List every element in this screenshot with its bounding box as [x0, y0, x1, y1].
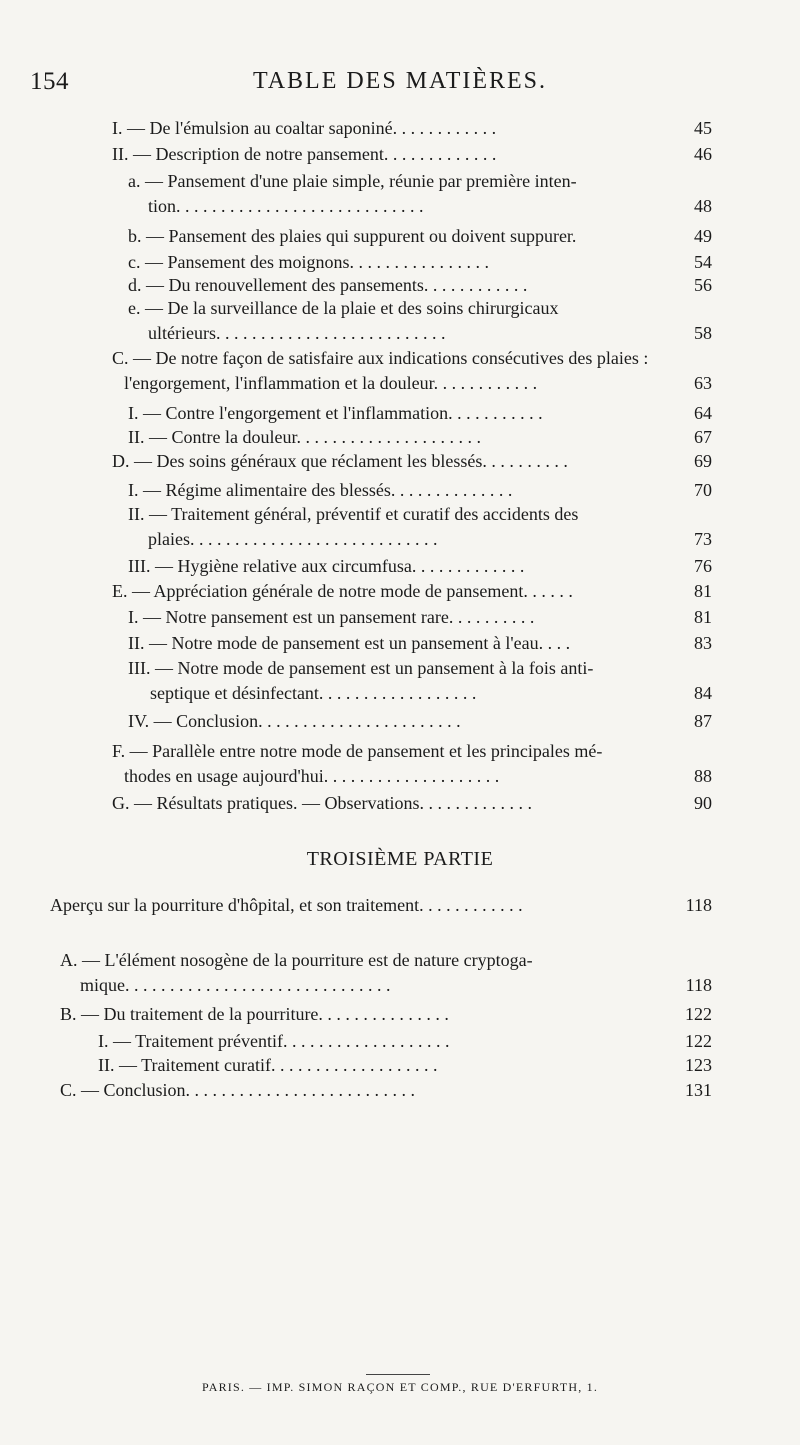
- toc-page-number: 73: [694, 529, 712, 549]
- toc-page-number: 88: [694, 766, 712, 786]
- toc-entry-line: a. — Pansement d'une plaie simple, réunie par première inten-: [128, 171, 577, 191]
- toc-entry-line: II. — Contre la douleur. . . . . . . . . . . . . . . . . . . . .: [128, 427, 481, 447]
- toc-page-number: 76: [694, 556, 712, 576]
- toc-page-number: 49: [694, 226, 712, 246]
- toc-entry-line: C. — Conclusion. . . . . . . . . . . . . . . . . . . . . . . . . .: [60, 1080, 416, 1100]
- toc-entry-line: E. — Appréciation générale de notre mode de pansement. . . . . .: [112, 581, 573, 601]
- toc-page-number: 54: [694, 252, 712, 272]
- toc-entry-line: C. — De notre façon de satisfaire aux indications consécutives des plaies :: [112, 348, 649, 368]
- footer-rule: [366, 1374, 430, 1375]
- toc-entry-line: b. — Pansement des plaies qui suppurent ou doivent suppurer.: [128, 226, 577, 246]
- toc-page-number: 123: [685, 1055, 712, 1075]
- toc-page-number: 45: [694, 118, 712, 138]
- toc-entry-line: ultérieurs. . . . . . . . . . . . . . . . . . . . . . . . . .: [148, 323, 446, 343]
- toc-page-number: 48: [694, 196, 712, 216]
- table-of-contents: [0, 118, 800, 838]
- toc-entry-line: I. — Traitement préventif. . . . . . . . . . . . . . . . . . .: [98, 1031, 450, 1051]
- toc-entry-line: II. — Notre mode de pansement est un pansement à l'eau. . . .: [128, 633, 571, 653]
- toc-page-number: 67: [694, 427, 712, 447]
- toc-page-number: 122: [685, 1031, 712, 1051]
- toc-entry-line: II. — Traitement général, préventif et curatif des accidents des: [128, 504, 579, 524]
- toc-page-number: 84: [694, 683, 712, 703]
- toc-page-number: 131: [685, 1080, 712, 1100]
- toc-entry-line: d. — Du renouvellement des pansements. . . . . . . . . . . .: [128, 275, 528, 295]
- toc-entry-line: thodes en usage aujourd'hui. . . . . . . . . . . . . . . . . . . .: [124, 766, 500, 786]
- toc-entry-line: IV. — Conclusion. . . . . . . . . . . . . . . . . . . . . . .: [128, 711, 461, 731]
- toc-entry-line: mique. . . . . . . . . . . . . . . . . . . . . . . . . . . . . .: [80, 975, 391, 995]
- toc-page-number: 81: [694, 581, 712, 601]
- toc-entry-line: I. — Notre pansement est un pansement rare. . . . . . . . . .: [128, 607, 535, 627]
- toc-entry-line: tion. . . . . . . . . . . . . . . . . . . . . . . . . . . .: [148, 196, 424, 216]
- toc-page-number: 56: [694, 275, 712, 295]
- toc-page-number: 90: [694, 793, 712, 813]
- toc-page-number: 46: [694, 144, 712, 164]
- toc-entry-line: F. — Parallèle entre notre mode de pansement et les principales mé-: [112, 741, 603, 761]
- toc-page-number: 64: [694, 403, 712, 423]
- toc-page-number: 63: [694, 373, 712, 393]
- toc-entry-line: G. — Résultats pratiques. — Observations. . . . . . . . . . . . .: [112, 793, 532, 813]
- toc-page-number: 70: [694, 480, 712, 500]
- toc-entry-line: II. — Traitement curatif. . . . . . . . . . . . . . . . . . .: [98, 1055, 438, 1075]
- part-three-title: TROISIÈME PARTIE: [306, 848, 494, 870]
- toc-entry-line: I. — De l'émulsion au coaltar saponiné. . . . . . . . . . . .: [112, 118, 497, 138]
- toc-page-number: 69: [694, 451, 712, 471]
- running-title: TABLE DES MATIÈRES.: [252, 68, 548, 94]
- toc-entry-line: plaies. . . . . . . . . . . . . . . . . . . . . . . . . . . .: [148, 529, 438, 549]
- toc-entry-line: B. — Du traitement de la pourriture. . . . . . . . . . . . . . .: [60, 1004, 449, 1024]
- toc-entry-line: I. — Contre l'engorgement et l'inflammation. . . . . . . . . . .: [128, 403, 543, 423]
- toc-entry-line: c. — Pansement des moignons. . . . . . . . . . . . . . . .: [128, 252, 489, 272]
- toc-page-number: 87: [694, 711, 712, 731]
- toc-page-number: 83: [694, 633, 712, 653]
- toc-page-number: 81: [694, 607, 712, 627]
- toc-entry-line: e. — De la surveillance de la plaie et des soins chirurgicaux: [128, 298, 559, 318]
- page-header: [0, 68, 800, 98]
- part-three-contents: [0, 895, 800, 1125]
- toc-entry-line: Aperçu sur la pourriture d'hôpital, et son traitement. . . . . . . . . . . .: [50, 895, 523, 915]
- printer-imprint: PARIS. — IMP. SIMON RAÇON ET COMP., RUE D'ERFURTH, 1.: [201, 1380, 599, 1394]
- toc-entry-line: III. — Notre mode de pansement est un pansement à la fois anti-: [128, 658, 594, 678]
- toc-page-number: 122: [685, 1004, 712, 1024]
- toc-page-number: 118: [685, 895, 712, 915]
- toc-entry-line: A. — L'élément nosogène de la pourriture est de nature cryptoga-: [60, 950, 533, 970]
- toc-entry-line: III. — Hygiène relative aux circumfusa. . . . . . . . . . . . .: [128, 556, 525, 576]
- toc-entry-line: I. — Régime alimentaire des blessés. . . . . . . . . . . . . .: [128, 480, 513, 500]
- toc-page-number: 58: [694, 323, 712, 343]
- toc-entry-line: l'engorgement, l'inflammation et la douleur. . . . . . . . . . . .: [124, 373, 538, 393]
- toc-entry-line: II. — Description de notre pansement. . . . . . . . . . . . .: [112, 144, 497, 164]
- toc-page-number: 118: [685, 975, 712, 995]
- page-number: 154: [30, 68, 69, 95]
- toc-entry-line: D. — Des soins généraux que réclament les blessés. . . . . . . . . .: [112, 451, 568, 471]
- toc-entry-line: septique et désinfectant. . . . . . . . . . . . . . . . . .: [150, 683, 477, 703]
